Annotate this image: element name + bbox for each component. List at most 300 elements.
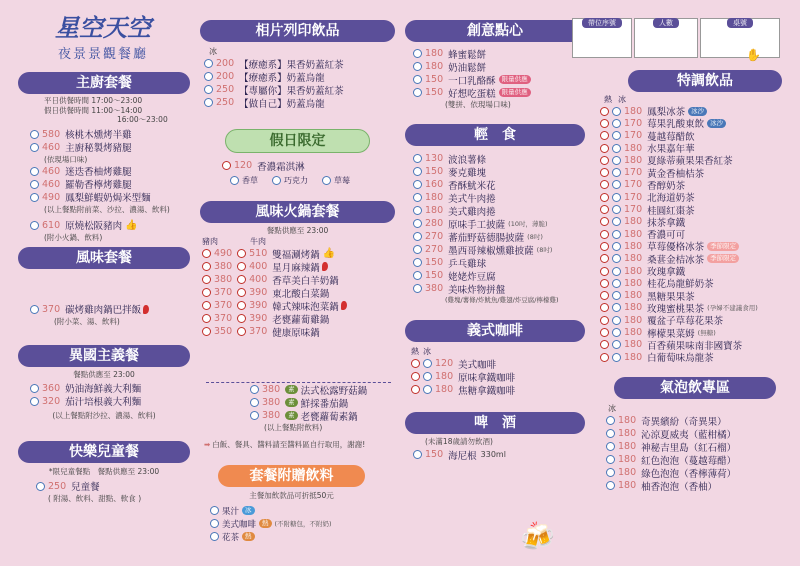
menu-item[interactable] (413, 152, 585, 165)
price-beef: 390 (249, 313, 268, 324)
ice-header: 冰 (618, 95, 626, 104)
item-name: 香濃可可 (647, 230, 686, 242)
item-note: (孕婦不建議食用) (707, 304, 758, 313)
menu-item[interactable] (413, 47, 585, 60)
item-note: (8吋) (536, 246, 553, 254)
checkbox[interactable] (600, 107, 609, 116)
checkbox[interactable] (237, 327, 246, 336)
checkbox[interactable] (30, 180, 39, 189)
item-name: 波浪薯條 (448, 154, 487, 166)
price: 180 (425, 192, 444, 203)
price: 170 (624, 130, 643, 142)
item-name: 焦糖拿鐵咖啡 (458, 385, 516, 397)
checkbox[interactable] (612, 230, 621, 239)
checkbox[interactable] (612, 107, 621, 116)
checkbox[interactable] (210, 532, 219, 541)
checkbox[interactable] (612, 279, 621, 288)
item-name: 奶油海鮮義大利麵 (65, 384, 142, 395)
menu-item[interactable] (600, 314, 790, 326)
checkbox[interactable] (30, 221, 39, 230)
price-pork: 380 (214, 261, 233, 272)
item-name: 健康原味鍋 (272, 327, 320, 339)
item-name: 美式雞肉捲 (448, 206, 496, 218)
veg-pot (250, 383, 395, 433)
hotpot-item[interactable] (200, 273, 395, 286)
item-sub: (依現場口味) (44, 154, 88, 164)
checkbox[interactable] (413, 49, 422, 58)
checkbox[interactable] (413, 88, 422, 97)
temp-tag: 冰 (242, 506, 255, 515)
checkbox[interactable] (612, 180, 621, 189)
item-name: 黃金香柚桔茶 (647, 168, 705, 180)
logo-subtitle: 夜景景觀餐廳 (57, 47, 148, 62)
menu-item[interactable] (600, 253, 790, 265)
flavor-item[interactable] (30, 303, 190, 316)
item-name: 神秘吉里島（紅石榴） (641, 442, 737, 454)
menu-item[interactable] (413, 282, 585, 295)
checkbox[interactable] (202, 301, 211, 310)
item-name: 韓式辣味泡菜鍋 (272, 301, 339, 313)
checkbox[interactable] (30, 130, 39, 139)
drink-option[interactable] (210, 517, 399, 530)
menu-item[interactable] (600, 179, 790, 191)
item-name: 北海道奶茶 (647, 193, 695, 205)
checkbox[interactable] (202, 288, 211, 297)
hotpot-item[interactable] (200, 299, 395, 312)
checkbox[interactable] (30, 167, 39, 176)
menu-item[interactable] (30, 395, 190, 408)
checkbox[interactable] (202, 249, 211, 258)
menu-item[interactable] (413, 256, 585, 269)
price: 170 (624, 204, 643, 216)
checkbox[interactable] (600, 193, 609, 202)
checkbox[interactable] (411, 372, 420, 381)
veg-item[interactable] (250, 396, 395, 409)
checkbox[interactable] (204, 59, 213, 68)
menu-item[interactable] (600, 466, 790, 479)
temp-tag: 熱 (242, 532, 255, 541)
checkbox[interactable] (612, 328, 621, 337)
checkbox[interactable] (612, 353, 621, 362)
price: 120 (435, 358, 454, 369)
checkbox[interactable] (612, 193, 621, 202)
checkbox[interactable] (600, 168, 609, 177)
price: 180 (435, 384, 454, 395)
chef-hours-holiday-2: 16:00～23:00 (117, 115, 168, 124)
col-pork: 豬肉 (202, 237, 218, 246)
checkbox[interactable] (413, 167, 422, 176)
snacks-sub: (雙拼、依現場口味) (445, 100, 511, 109)
flavor-name: 香草 (242, 176, 258, 185)
seat-number-box[interactable] (572, 18, 632, 58)
checkbox[interactable] (606, 468, 615, 477)
item-name: 老甕蘿蔔雞鍋 (272, 314, 330, 326)
menu-item[interactable] (600, 277, 790, 289)
menu-item[interactable] (600, 216, 790, 228)
column-2b (204, 438, 399, 543)
checkbox[interactable] (600, 180, 609, 189)
checkbox[interactable] (423, 359, 432, 368)
menu-item[interactable] (30, 382, 190, 395)
price: 380 (425, 283, 444, 294)
veg-item[interactable] (250, 409, 395, 422)
drink-option[interactable] (210, 504, 399, 517)
item-name: 水果嘉年華 (647, 144, 695, 156)
checkbox[interactable] (413, 75, 422, 84)
hotpot-item[interactable] (200, 260, 395, 273)
item-name: 桑葚金桔冰茶 (647, 254, 705, 266)
price: 170 (624, 117, 643, 129)
menu-item[interactable] (600, 453, 790, 466)
checkbox[interactable] (237, 249, 246, 258)
checkbox[interactable] (423, 385, 432, 394)
item-name: 兒童餐 (71, 482, 100, 493)
checkbox[interactable] (600, 340, 609, 349)
column-3 (405, 20, 585, 461)
menu-item[interactable] (413, 60, 585, 73)
checkbox[interactable] (606, 429, 615, 438)
price: 580 (42, 128, 61, 140)
checkbox[interactable] (600, 291, 609, 300)
menu-item[interactable] (600, 414, 790, 427)
checkbox[interactable] (612, 303, 621, 312)
light-title: 輕 食 (405, 124, 585, 146)
checkbox[interactable] (411, 385, 420, 394)
menu-item[interactable] (30, 141, 190, 154)
checkbox[interactable] (272, 176, 281, 185)
holiday-item[interactable] (222, 159, 395, 172)
menu-item[interactable] (30, 178, 190, 191)
menu-item[interactable] (411, 357, 585, 370)
item-name: 海尼根 (448, 450, 477, 462)
price: 180 (624, 351, 643, 363)
checkbox[interactable] (413, 232, 422, 241)
item-name: 鳳梨冰茶 (647, 107, 686, 119)
checkbox[interactable] (612, 168, 621, 177)
checkbox[interactable] (612, 156, 621, 165)
menu-item[interactable] (204, 96, 395, 109)
checkbox[interactable] (413, 62, 422, 71)
checkbox[interactable] (606, 442, 615, 451)
price: 380 (262, 410, 281, 421)
menu-item[interactable] (600, 427, 790, 440)
menu-item[interactable] (30, 191, 190, 204)
checkbox[interactable] (250, 411, 259, 420)
item-name: 香醇奶茶 (647, 180, 686, 192)
item-name: 乒乓雞球 (448, 258, 487, 270)
table-number-box[interactable] (700, 18, 780, 58)
checkbox[interactable] (600, 328, 609, 337)
menu-item[interactable] (413, 217, 585, 230)
menu-item[interactable] (413, 243, 585, 256)
checkbox[interactable] (237, 262, 246, 271)
menu-item[interactable] (204, 83, 395, 96)
checkbox[interactable] (413, 193, 422, 202)
checkbox[interactable] (30, 143, 39, 152)
checkbox[interactable] (237, 275, 246, 284)
ice-header: 冰 (209, 47, 217, 56)
checkbox[interactable] (30, 384, 39, 393)
kids-hours: *限兒童餐點 餐點供應至 23:00 (48, 466, 160, 476)
item-name: 原燒松阪豬肉 (65, 221, 123, 232)
item-tag: 冰沙 (707, 119, 726, 128)
menu-item[interactable] (204, 57, 395, 70)
menu-item[interactable] (600, 326, 790, 338)
veg-tag: 素 (285, 398, 298, 407)
item-name: 果汁 (222, 506, 240, 517)
checkbox[interactable] (413, 219, 422, 228)
veg-note: (以上餐點附飲料) (264, 423, 323, 432)
item-name: 奶油鬆餅 (448, 62, 487, 74)
item-name: 香濃霜淇淋 (257, 161, 305, 173)
beer-item[interactable] (405, 448, 585, 461)
menu-item[interactable] (30, 128, 190, 141)
checkbox[interactable] (606, 455, 615, 464)
checkbox[interactable] (202, 327, 211, 336)
menu-item[interactable] (600, 440, 790, 453)
checkbox[interactable] (222, 161, 231, 170)
menu-item[interactable] (600, 154, 790, 166)
checkbox[interactable] (612, 144, 621, 153)
item-name: 鳳梨鮮蝦奶焗米型麵 (65, 193, 151, 204)
checkbox[interactable] (250, 398, 259, 407)
item-name: 迷迭香柚烤雞腿 (65, 167, 132, 178)
price: 120 (234, 160, 253, 171)
checkbox[interactable] (413, 245, 422, 254)
table-number-label: 桌號 (727, 18, 753, 28)
checkbox[interactable] (30, 305, 39, 314)
item-name: 白葡萄味烏龍茶 (647, 353, 714, 365)
checkbox[interactable] (413, 154, 422, 163)
checkbox[interactable] (36, 482, 45, 491)
menu-item[interactable] (413, 178, 585, 191)
beer-title: 啤 酒 (405, 412, 585, 434)
column-1 (18, 72, 190, 504)
checkbox[interactable] (237, 314, 246, 323)
checkbox[interactable] (210, 519, 219, 528)
menu-item[interactable] (600, 228, 790, 240)
beer-mugs-icon: 🍻 (520, 520, 555, 553)
checkbox[interactable] (413, 180, 422, 189)
price: 170 (624, 167, 643, 179)
menu-item[interactable] (600, 479, 790, 492)
special-drinks-title: 特調飲品 (628, 70, 782, 92)
menu-item[interactable] (30, 219, 190, 232)
checkbox[interactable] (606, 416, 615, 425)
checkbox[interactable] (237, 301, 246, 310)
logo (18, 8, 188, 62)
checkbox[interactable] (612, 254, 621, 263)
menu-item[interactable] (600, 191, 790, 203)
menu-item[interactable] (413, 191, 585, 204)
price: 170 (624, 191, 643, 203)
checkbox[interactable] (612, 217, 621, 226)
item-name: 桂圓紅棗茶 (647, 205, 695, 217)
price: 150 (425, 449, 444, 460)
menu-item[interactable] (600, 117, 790, 129)
checkbox[interactable] (612, 267, 621, 276)
menu-item[interactable] (411, 370, 585, 383)
checkbox[interactable] (250, 385, 259, 394)
checkbox[interactable] (612, 316, 621, 325)
price: 150 (425, 166, 444, 177)
checkbox[interactable] (600, 254, 609, 263)
price-beef: 390 (249, 287, 268, 298)
checkbox[interactable] (612, 119, 621, 128)
price-beef: 400 (249, 274, 268, 285)
menu-item[interactable] (413, 73, 585, 86)
drinkset-title: 套餐附贈飲料 (218, 465, 365, 487)
item-name: 蕃茄野菇德腸披薩 (448, 232, 525, 244)
chef-set-title: 主廚套餐 (18, 72, 190, 94)
checkbox[interactable] (606, 481, 615, 490)
menu-item[interactable] (600, 142, 790, 154)
checkbox[interactable] (204, 98, 213, 107)
checkbox[interactable] (600, 144, 609, 153)
item-name: 羅勒香檸烤雞腿 (65, 180, 132, 191)
checkbox[interactable] (600, 279, 609, 288)
checkbox[interactable] (30, 397, 39, 406)
price: 150 (425, 74, 444, 85)
checkbox[interactable] (204, 85, 213, 94)
checkbox[interactable] (600, 217, 609, 226)
checkbox[interactable] (413, 271, 422, 280)
checkbox[interactable] (202, 275, 211, 284)
flavor-name: 巧克力 (284, 176, 308, 185)
price: 200 (216, 58, 235, 69)
checkbox[interactable] (600, 303, 609, 312)
chef-hours-holiday: 假日供餐時間 11:00～14:00 (44, 105, 143, 115)
checkbox[interactable] (202, 262, 211, 271)
price: 490 (42, 191, 61, 203)
item-note: (不附糖包，不附奶) (274, 520, 332, 528)
menu-item[interactable] (411, 383, 585, 396)
drink-option[interactable] (210, 530, 399, 543)
item-tag: 季節限定 (707, 242, 739, 251)
temp-tag: 熱 (259, 519, 272, 528)
item-name: 美式牛肉捲 (448, 193, 496, 205)
item-name: 蜂蜜鬆餅 (448, 49, 487, 61)
item-name: 百香蘋果味南非國寶茶 (647, 340, 743, 352)
checkbox[interactable] (413, 206, 422, 215)
checkbox[interactable] (600, 267, 609, 276)
menu-item[interactable] (413, 230, 585, 243)
menu-item[interactable] (600, 105, 790, 117)
checkbox[interactable] (413, 450, 422, 459)
item-tag: 限量供應 (499, 88, 531, 97)
price: 380 (262, 384, 281, 395)
veg-item[interactable] (250, 383, 395, 396)
menu-item[interactable] (413, 204, 585, 217)
item-name: 紅色泡泡（蔓越莓醋） (641, 455, 737, 467)
chili-icon (341, 301, 347, 310)
checkbox[interactable] (411, 359, 420, 368)
price: 180 (624, 302, 643, 314)
checkbox[interactable] (600, 242, 609, 251)
flavor-option[interactable] (230, 175, 258, 186)
item-name: 覆盆子草莓花果茶 (647, 316, 724, 328)
item-name: 檸檬果菜姆 (647, 328, 695, 340)
checkbox[interactable] (322, 176, 331, 185)
price: 160 (425, 179, 444, 190)
party-size-box[interactable] (634, 18, 698, 58)
price: 180 (435, 371, 454, 382)
kids-item[interactable] (36, 480, 190, 493)
checkbox[interactable] (230, 176, 239, 185)
checkbox[interactable] (210, 506, 219, 515)
checkbox[interactable] (612, 205, 621, 214)
menu-item[interactable] (600, 289, 790, 301)
menu-item[interactable] (600, 203, 790, 215)
checkbox[interactable] (600, 316, 609, 325)
flavor-option[interactable] (322, 175, 350, 186)
checkbox[interactable] (202, 314, 211, 323)
checkbox[interactable] (600, 156, 609, 165)
checkbox[interactable] (204, 72, 213, 81)
checkbox[interactable] (600, 353, 609, 362)
price: 360 (42, 382, 61, 394)
photo-drinks-title: 相片列印飲品 (200, 20, 395, 42)
menu-item[interactable] (600, 166, 790, 178)
price: 460 (42, 141, 61, 153)
price: 150 (425, 270, 444, 281)
checkbox[interactable] (612, 131, 621, 140)
price: 150 (425, 257, 444, 268)
checkbox[interactable] (600, 205, 609, 214)
checkbox[interactable] (413, 258, 422, 267)
menu-item[interactable] (600, 130, 790, 142)
hotpot-item[interactable] (200, 247, 395, 260)
menu-item[interactable] (600, 351, 790, 363)
item-name: 星月麻辣鍋 (272, 262, 320, 274)
menu-item[interactable] (600, 240, 790, 252)
soda-title: 氣泡飲專區 (614, 377, 776, 399)
menu-item[interactable] (600, 339, 790, 351)
column-2 (200, 20, 395, 338)
thumbs-up-icon: 👍 (322, 248, 336, 259)
menu-item[interactable] (413, 86, 585, 99)
checkbox[interactable] (612, 340, 621, 349)
flavor-option[interactable] (272, 175, 308, 186)
checkbox[interactable] (612, 242, 621, 251)
menu-item[interactable] (600, 302, 790, 314)
menu-item[interactable] (30, 165, 190, 178)
item-tag: 季節限定 (707, 254, 739, 263)
hotpot-item[interactable] (200, 312, 395, 325)
checkbox[interactable] (413, 284, 422, 293)
menu-item[interactable] (413, 269, 585, 282)
checkbox[interactable] (600, 131, 609, 140)
item-tag: 限量供應 (499, 75, 531, 84)
hot-header: 熱 (411, 347, 419, 356)
hotpot-item[interactable] (200, 286, 395, 299)
hotpot-item[interactable] (200, 325, 395, 338)
checkbox[interactable] (423, 372, 432, 381)
checkbox[interactable] (612, 291, 621, 300)
checkbox[interactable] (30, 193, 39, 202)
checkbox[interactable] (600, 119, 609, 128)
price: 180 (618, 454, 637, 466)
kids-set-title: 快樂兒童餐 (18, 441, 190, 463)
menu-item[interactable] (204, 70, 395, 83)
menu-item[interactable] (600, 265, 790, 277)
checkbox[interactable] (600, 230, 609, 239)
menu-item[interactable] (413, 165, 585, 178)
item-name: 茄汁培根義大利麵 (65, 397, 142, 408)
price: 180 (624, 228, 643, 240)
checkbox[interactable] (237, 288, 246, 297)
item-name: 奇異繽紛（奇異果） (641, 416, 727, 428)
